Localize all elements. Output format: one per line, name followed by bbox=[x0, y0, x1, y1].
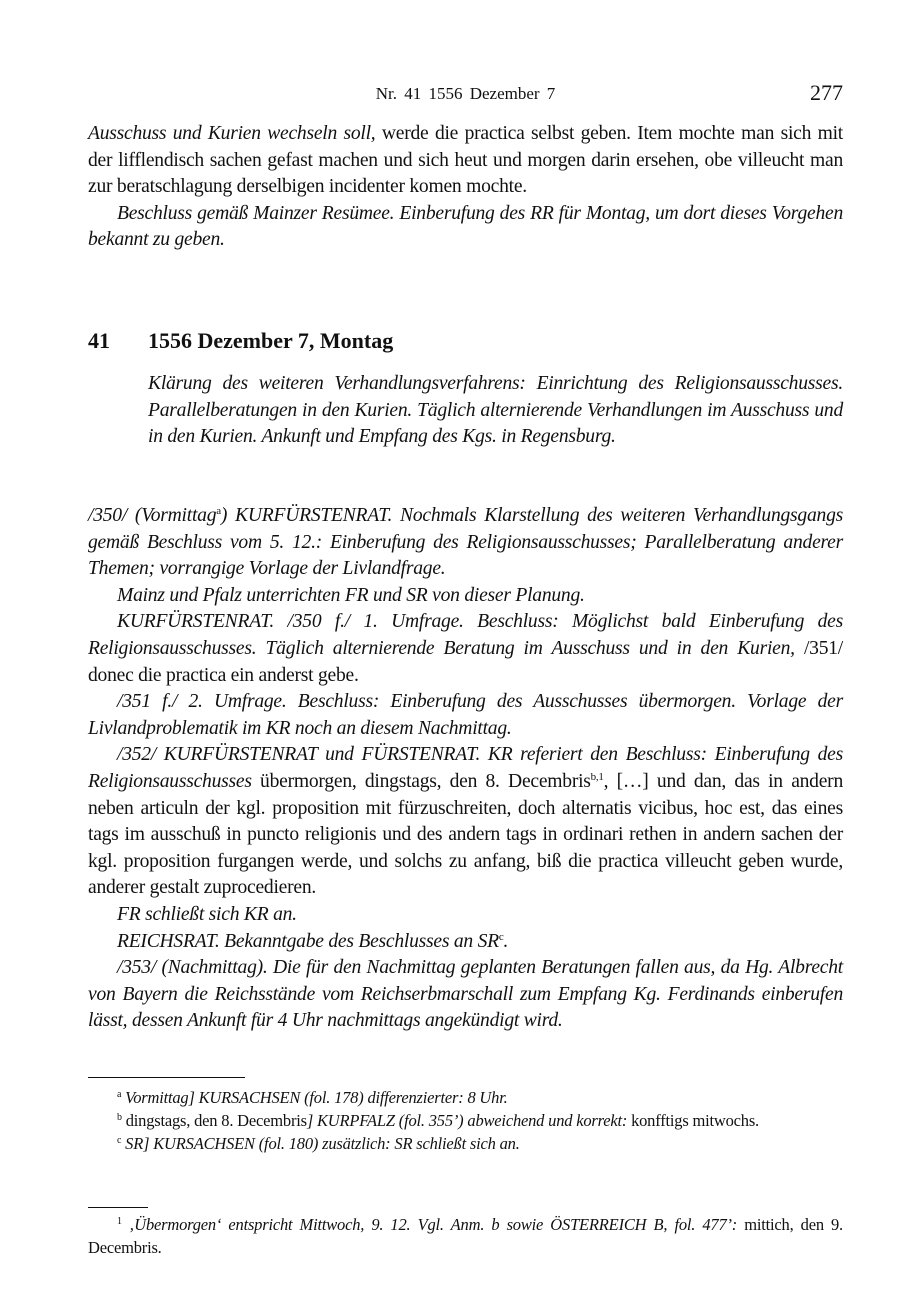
paragraph bbox=[88, 1086, 843, 1109]
paragraph bbox=[88, 1132, 843, 1155]
text-segment: übermorgen, dingstags, den 8. Decembris bbox=[251, 770, 591, 792]
commentary-divider bbox=[88, 1207, 148, 1208]
text-segment: ) KURFÜRSTENRAT. Nochmals Klarstellung des weiteren Verhandlungsgangs gemäß Beschluss vom 5. 12.: Einberufung des Religionsausschusses; Parallelberatung anderer Themen; vorrangige Vorlage der Livlandfrage. bbox=[88, 505, 843, 580]
footnote-marker: a bbox=[117, 1089, 122, 1100]
text-segment: Vormittag] KURSACHSEN (fol. 178) differenzierter: 8 Uhr. bbox=[121, 1088, 508, 1107]
commentary-notes bbox=[88, 1213, 843, 1259]
text-segment: konfftigs mitwochs. bbox=[627, 1111, 759, 1130]
body-paragraphs bbox=[88, 503, 843, 1035]
text-segment: ‚Übermorgen‘ entspricht Mittwoch, 9. 12. Vgl. Anm. b sowie ÖSTERREICH B, fol. 477’: bbox=[121, 1215, 738, 1234]
text-segment: SR] KURSACHSEN (fol. 180) zusätzlich: SR schließt sich an. bbox=[121, 1134, 520, 1153]
paragraph bbox=[88, 609, 843, 689]
footnote-marker: b,1 bbox=[590, 770, 604, 783]
paragraph bbox=[88, 929, 843, 956]
section-heading bbox=[88, 328, 431, 354]
text-segment: Ausschuss und Kurien wechseln soll, bbox=[88, 123, 376, 144]
paragraph bbox=[88, 1109, 843, 1132]
text-segment: werde die practica selbst geben. Item mochte man sich mit der lifflendisch sachen gefast machen und sich heut und morgen darin ersehen, obe villeucht man zur beratschlagung derselbigen incidenter komen mochte. bbox=[88, 123, 843, 198]
text-segment: KURFÜRSTENRAT. /350 f./ 1. Umfrage. Beschluss: Möglichst bald Einberufung des Religionsausschusses. Täglich alternierende Beratung im Ausschuss und in den Kurien, bbox=[88, 611, 843, 659]
running-title: Nr. 41 1556 Dezember 7 bbox=[375, 84, 556, 103]
paragraph bbox=[88, 902, 843, 929]
paragraph bbox=[88, 121, 843, 201]
paragraph bbox=[88, 201, 843, 254]
text-segment: mittich, den 9. Decembris. bbox=[88, 1215, 843, 1257]
text-segment: /350/ (Vormittag bbox=[88, 505, 217, 526]
footnote-marker: b bbox=[117, 1112, 122, 1123]
footnote-marker: c bbox=[498, 930, 504, 943]
footnote-marker: c bbox=[117, 1135, 122, 1146]
text-segment: FR schließt sich KR an. bbox=[117, 903, 297, 925]
text-segment: /352/ KURFÜRSTENRAT und FÜRSTENRAT. KR referiert den Beschluss: Einberufung des Religionsausschusses bbox=[88, 744, 843, 792]
paragraph bbox=[88, 1213, 843, 1259]
page-header bbox=[88, 80, 843, 108]
text-notes bbox=[88, 1086, 843, 1155]
footnote-divider bbox=[88, 1077, 245, 1078]
text-segment: dingstags, den 8. Decembris bbox=[121, 1111, 307, 1130]
text-segment: ] KURPFALZ (fol. 355’) abweichend und korrekt: bbox=[306, 1111, 628, 1130]
text-segment: Beschluss gemäß Mainzer Resümee. Einberufung des RR für Montag, um dort dieses Vorgehen bekannt zu geben. bbox=[88, 202, 843, 251]
paragraph bbox=[88, 503, 843, 583]
footnote-marker: a bbox=[216, 505, 221, 517]
text-segment: /351/ donec die practica ein anderst gebe. bbox=[88, 637, 843, 686]
paragraph bbox=[88, 583, 843, 610]
section-summary: Klärung des weiteren Verhandlungsverfahrens: Einrichtung des Religionsausschusses. Parallelberatungen in den Kurien. Täglich alternierende Verhandlungen im Ausschuss und in den Kurien. Ankunft und Empfang des Kgs. in Regensburg. bbox=[148, 373, 843, 448]
paragraph bbox=[88, 955, 843, 1035]
text-segment: , […] und dan, das in andern neben articuln der kgl. proposition mit fürzuschreiten, doch alternatis vicibus, hoc est, das eines tags im ausschuß in puncto religionis und des andern tags in ordinari rethen in andern sachen der kgl. proposition furgangen werde, und solchs zu anfang, biß die practica villeucht geben wurde, anderer gestalt zuprocedieren. bbox=[88, 770, 844, 899]
paragraph bbox=[88, 742, 843, 902]
text-segment: /353/ (Nachmittag). Die für den Nachmittag geplanten Beratungen fallen aus, da Hg. Albrecht von Bayern die Reichsstände vom Reichserbmarschall zum Empfang Kg. Ferdinands einberufen lässt, dessen Ankunft für 4 Uhr nachmittags angekündigt wird. bbox=[88, 957, 843, 1032]
paragraph bbox=[88, 689, 843, 742]
section-title: 1556 Dezember 7, Montag bbox=[148, 328, 394, 353]
text-segment: REICHSRAT. Bekanntgabe des Beschlusses an SR bbox=[117, 930, 499, 952]
text-segment: Mainz und Pfalz unterrichten FR und SR von dieser Planung. bbox=[117, 584, 585, 606]
footnote-marker: 1 bbox=[117, 1216, 122, 1227]
text-segment: /351 f./ 2. Umfrage. Beschluss: Einberufung des Ausschusses übermorgen. Vorlage der Livlandproblematik im KR noch an diesem Nachmittag. bbox=[88, 691, 843, 739]
top-paragraphs bbox=[88, 121, 843, 254]
page-number: 277 bbox=[810, 80, 843, 105]
text-segment: . bbox=[503, 930, 509, 952]
section-number: 41 bbox=[88, 328, 110, 353]
